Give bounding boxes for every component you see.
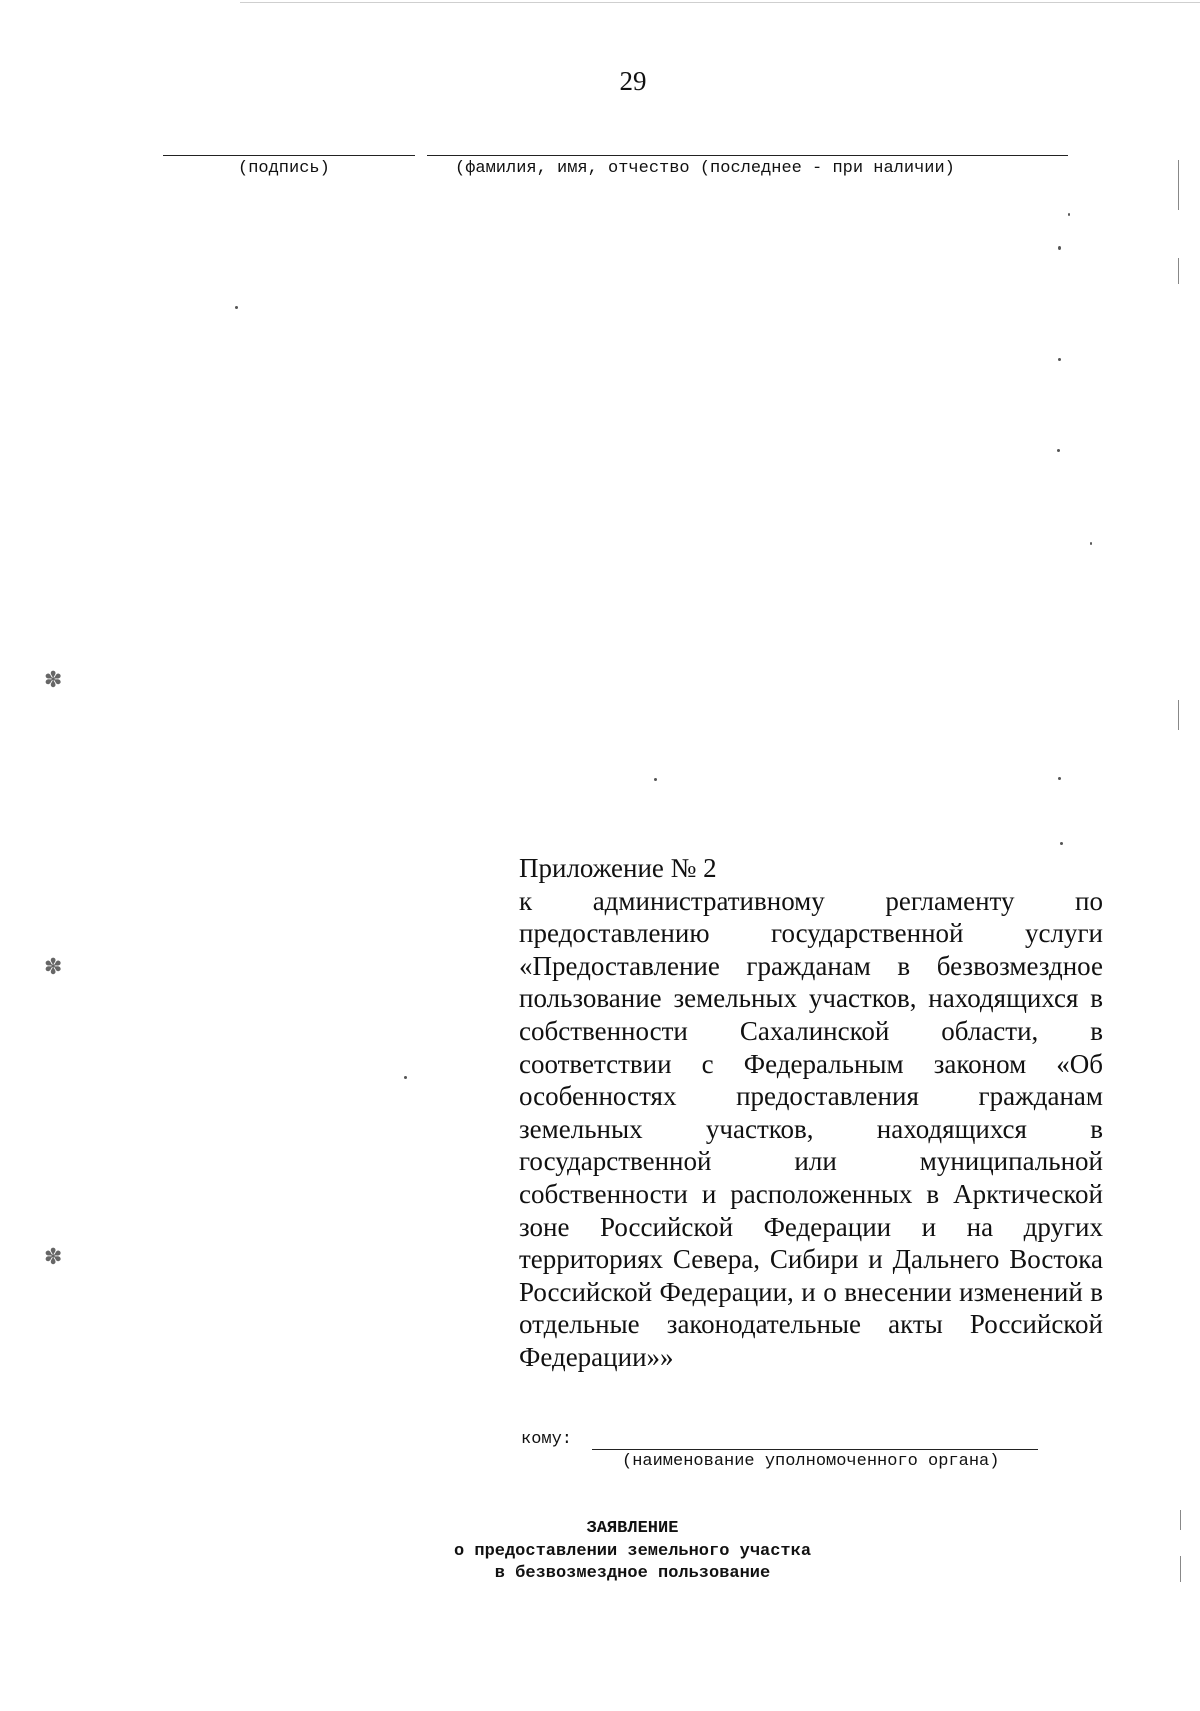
scan-speck	[1060, 842, 1063, 845]
scan-speck	[1058, 246, 1061, 250]
statement-subtitle-line-1: о предоставлении земельного участка	[453, 1541, 812, 1561]
scan-smudge: ✽	[44, 1245, 63, 1270]
scan-speck	[1068, 213, 1070, 216]
scan-smudge: ✽	[44, 955, 63, 980]
statement-heading	[380, 1518, 885, 1586]
scan-speck	[235, 306, 238, 309]
top-border-line	[240, 2, 1200, 3]
signature-caption: (подпись)	[238, 159, 330, 178]
appendix-block	[519, 852, 1103, 1374]
appendix-title: Приложение № 2	[519, 853, 717, 883]
scan-edge-mark	[1178, 258, 1179, 284]
full-name-caption: (фамилия, имя, отчество (последнее - при наличии)	[455, 159, 955, 178]
scan-speck	[1058, 358, 1061, 361]
scan-speck	[404, 1076, 407, 1079]
scan-edge-mark	[1180, 1510, 1181, 1530]
recipient-caption: (наименование уполномоченного органа)	[622, 1452, 1000, 1471]
page-number: 29	[619, 66, 647, 96]
scan-edge-mark	[1178, 700, 1179, 730]
scan-smudge: ✽	[44, 668, 63, 693]
recipient-line	[592, 1449, 1038, 1450]
scan-speck	[654, 778, 657, 781]
scan-speck	[1090, 542, 1092, 545]
full-name-line	[427, 155, 1068, 156]
scan-speck	[1057, 449, 1060, 452]
recipient-label: кому:	[521, 1430, 573, 1449]
scan-edge-mark	[1178, 160, 1179, 210]
statement-subtitle-line-2: в безвозмездное пользование	[494, 1564, 771, 1583]
scan-edge-mark	[1180, 1556, 1181, 1582]
statement-title: ЗАЯВЛЕНИЕ	[586, 1519, 679, 1538]
scan-speck	[1058, 777, 1061, 780]
signature-line	[163, 155, 415, 156]
appendix-text: к административному регламенту по предоставлению государственной услуги «Предоставление гражданам в безвозмездное пользование земельных участков, находящихся в собственности Сахалинской области, в соответствии с Федеральным законом «Об особенностях предоставления гражданам земельных участков, находящихся в государственной или муниципальной собственности и расположенных в Арктической зоне Российской Федерации и на других территориях Севера, Сибири и Дальнего Востока Российской Федерации, и о внесении изменений в отдельные законодательные акты Российской Федерации»»	[519, 885, 1103, 1372]
